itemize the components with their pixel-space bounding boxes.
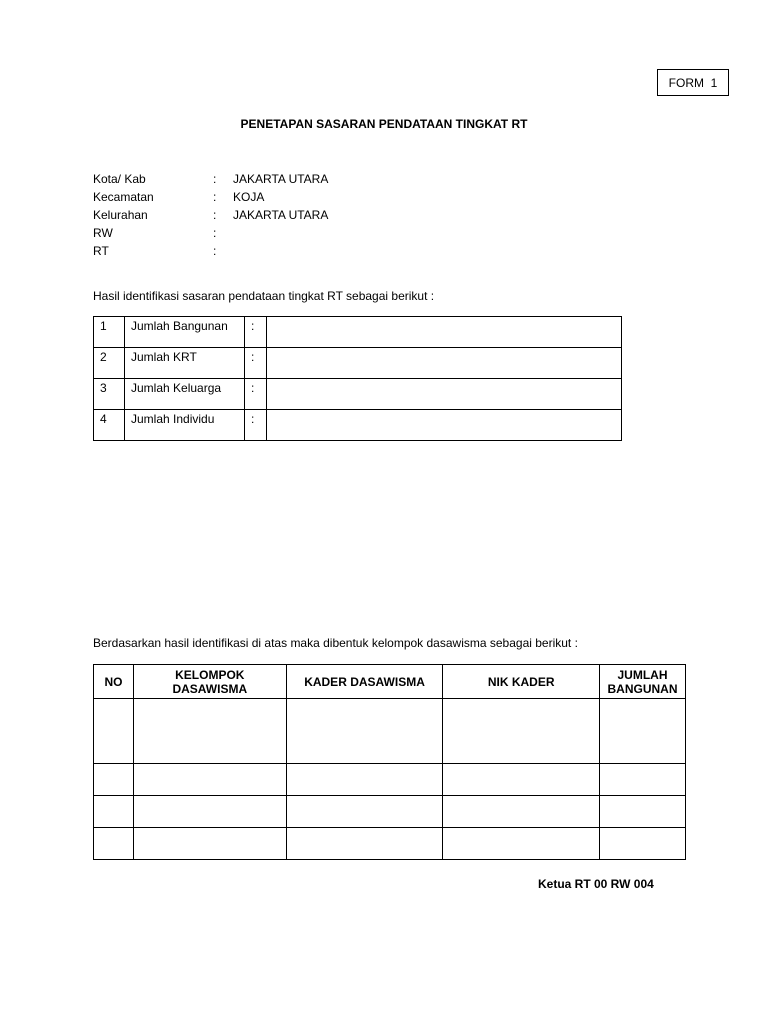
header-kader: KADER DASAWISMA <box>286 665 443 699</box>
field-colon: : <box>213 226 217 240</box>
field-label: RW <box>93 226 113 240</box>
table-row <box>94 828 686 860</box>
table-cell[interactable] <box>94 796 134 828</box>
row-value-cell[interactable] <box>267 410 622 441</box>
document-title: PENETAPAN SASARAN PENDATAAN TINGKAT RT <box>240 117 528 131</box>
field-rw <box>93 225 493 242</box>
row-value-cell[interactable] <box>267 379 622 410</box>
table-row <box>94 410 622 441</box>
field-value: JAKARTA UTARA <box>233 208 329 222</box>
table-cell[interactable] <box>94 699 134 764</box>
field-colon: : <box>213 208 217 222</box>
table-cell[interactable] <box>599 796 685 828</box>
field-label: Kota/ Kab <box>93 172 146 186</box>
table-cell[interactable] <box>443 699 600 764</box>
table-cell[interactable] <box>94 764 134 796</box>
field-colon: : <box>213 172 217 186</box>
row-colon: : <box>245 317 267 348</box>
table-cell[interactable] <box>443 828 600 860</box>
field-kelurahan <box>93 207 493 224</box>
table-cell[interactable] <box>133 828 286 860</box>
table-cell[interactable] <box>133 764 286 796</box>
field-label: Kecamatan <box>93 190 154 204</box>
field-colon: : <box>213 244 217 258</box>
field-colon: : <box>213 190 217 204</box>
row-value-cell[interactable] <box>267 317 622 348</box>
form-number-label: FORM 1 <box>668 75 718 90</box>
table-row <box>94 796 686 828</box>
field-rt <box>93 243 493 260</box>
row-colon: : <box>245 410 267 441</box>
table-cell[interactable] <box>133 699 286 764</box>
field-label: RT <box>93 244 109 258</box>
signature-line: Ketua RT 00 RW 004 <box>538 877 654 891</box>
table-cell[interactable] <box>94 828 134 860</box>
table-cell[interactable] <box>599 699 685 764</box>
row-value-cell[interactable] <box>267 348 622 379</box>
table-cell[interactable] <box>133 796 286 828</box>
identification-intro: Hasil identifikasi sasaran pendataan tingkat RT sebagai berikut : <box>93 289 435 303</box>
header-no: NO <box>94 665 134 699</box>
row-colon: : <box>245 379 267 410</box>
field-value: KOJA <box>233 190 265 204</box>
table-row <box>94 764 686 796</box>
identification-table <box>93 316 622 441</box>
row-colon: : <box>245 348 267 379</box>
table-cell[interactable] <box>286 699 443 764</box>
field-kota-kab <box>93 171 493 188</box>
header-nik: NIK KADER <box>443 665 600 699</box>
row-label: Jumlah KRT <box>125 348 245 379</box>
table-cell[interactable] <box>599 764 685 796</box>
row-label: Jumlah Keluarga <box>125 379 245 410</box>
field-kecamatan <box>93 189 493 206</box>
table-cell[interactable] <box>286 828 443 860</box>
table-row <box>94 348 622 379</box>
table-row <box>94 317 622 348</box>
table-cell[interactable] <box>286 796 443 828</box>
dasawisma-table <box>93 664 686 860</box>
table-row <box>94 379 622 410</box>
field-value: JAKARTA UTARA <box>233 172 329 186</box>
table-cell[interactable] <box>286 764 443 796</box>
header-jumlah-bangunan: JUMLAH BANGUNAN <box>599 665 685 699</box>
field-label: Kelurahan <box>93 208 148 222</box>
table-cell[interactable] <box>443 764 600 796</box>
row-number: 1 <box>94 317 125 348</box>
table-cell[interactable] <box>599 828 685 860</box>
group-intro: Berdasarkan hasil identifikasi di atas maka dibentuk kelompok dasawisma sebagai berikut : <box>93 636 578 650</box>
row-number: 2 <box>94 348 125 379</box>
form-number-box <box>657 69 729 96</box>
row-label: Jumlah Individu <box>125 410 245 441</box>
row-label: Jumlah Bangunan <box>125 317 245 348</box>
row-number: 3 <box>94 379 125 410</box>
table-cell[interactable] <box>443 796 600 828</box>
header-kelompok: KELOMPOK DASAWISMA <box>133 665 286 699</box>
table-row <box>94 699 686 764</box>
row-number: 4 <box>94 410 125 441</box>
table-header-row <box>94 665 686 699</box>
